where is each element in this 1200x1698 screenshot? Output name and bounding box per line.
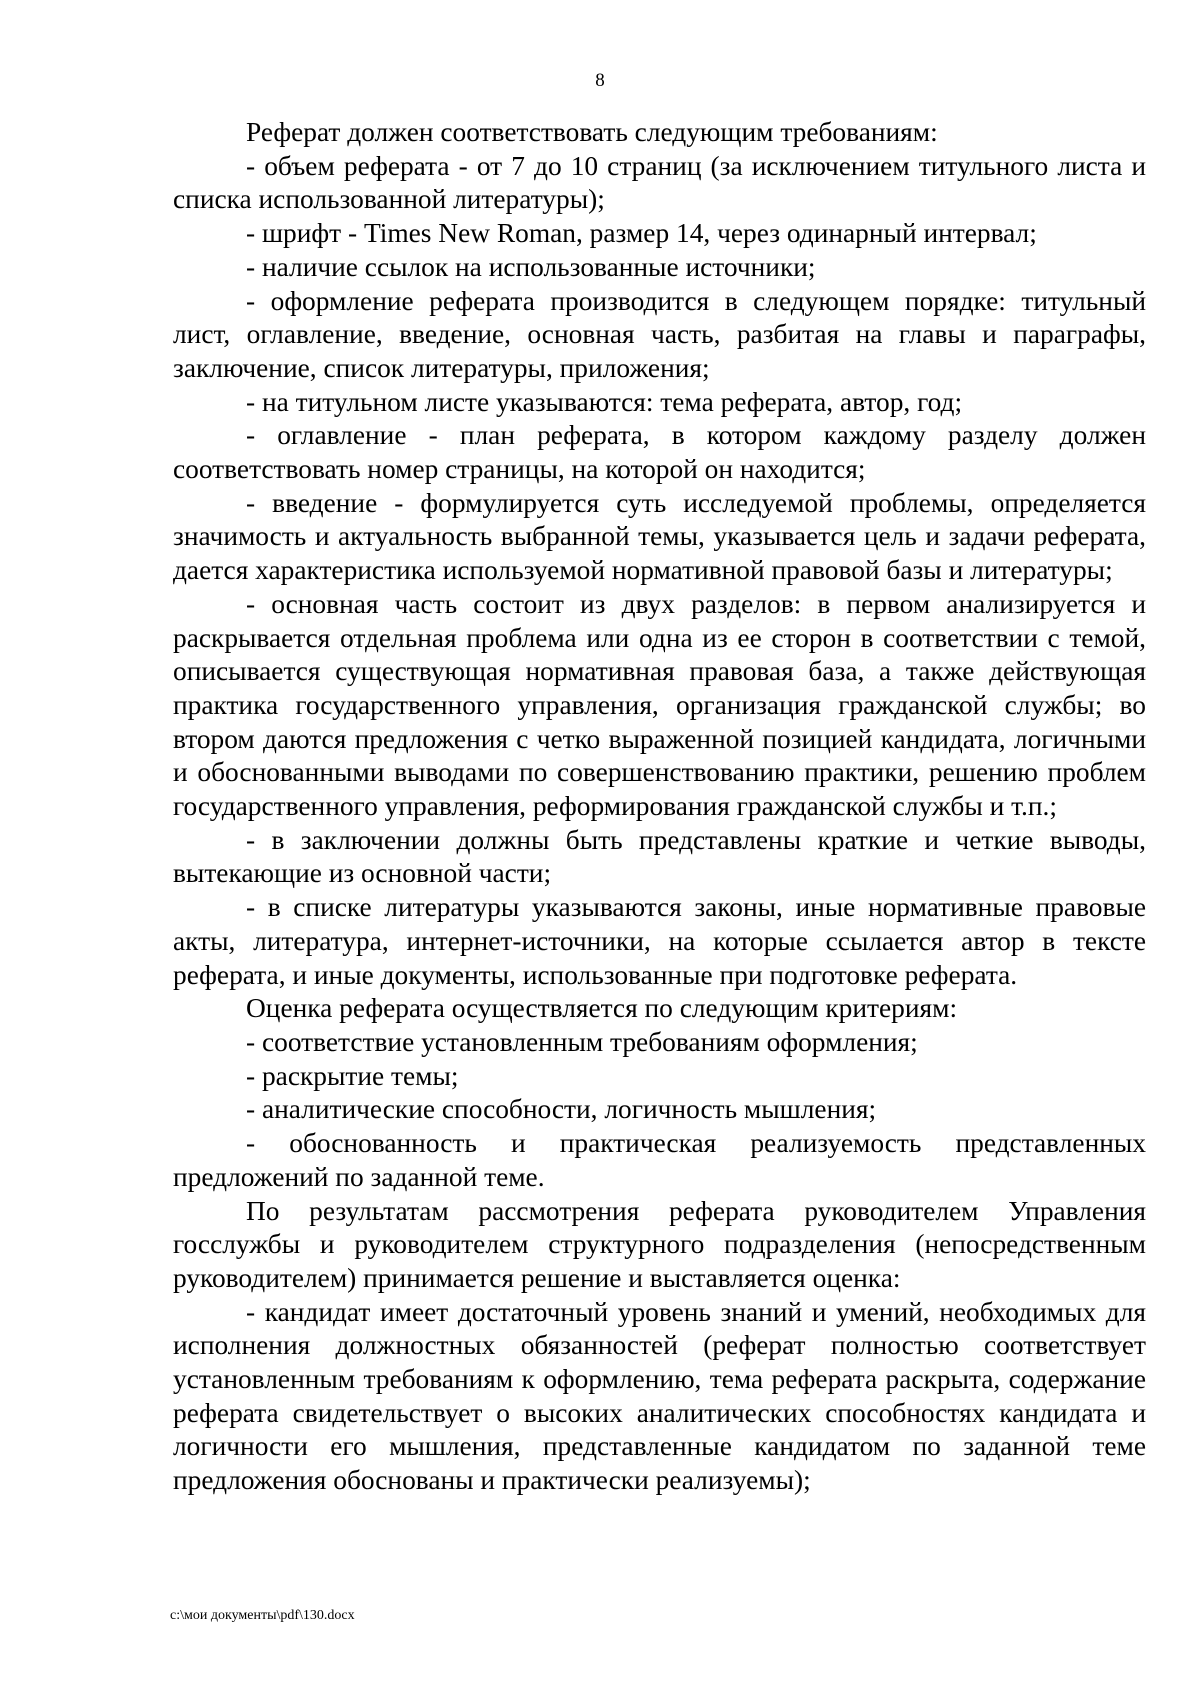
paragraph: По результатам рассмотрения реферата руководителем Управления госслужбы и руководителем структурного подразделения (непосредственным руководителем) принимается решение и выставляется оценка:: [173, 1195, 1146, 1293]
paragraph: - раскрытие темы;: [246, 1060, 459, 1091]
paragraph: - оформление реферата производится в следующем порядке: титульный лист, оглавление, введение, основная часть, разбитая на главы и параграфы, заключение, список литературы, приложения;: [173, 285, 1146, 383]
paragraph: Оценка реферата осуществляется по следующим критериям:: [246, 993, 958, 1024]
paragraph: - в списке литературы указываются законы, иные нормативные правовые акты, литература, интернет-источники, на которые ссылается автор в тексте реферата, и иные документы, использованные при подготовке реферата.: [173, 892, 1146, 990]
paragraph: - объем реферата - от 7 до 10 страниц (за исключением титульного листа и списка использованной литературы);: [173, 150, 1146, 215]
paragraph: Реферат должен соответствовать следующим требованиям:: [246, 117, 938, 147]
paragraph: - шрифт - Times New Roman, размер 14, через одинарный интервал;: [246, 218, 1037, 249]
paragraph: - оглавление - план реферата, в котором каждому разделу должен соответствовать номер страницы, на которой он находится;: [173, 420, 1146, 485]
document-body: [173, 116, 1146, 1498]
page-number: 8: [595, 70, 605, 91]
paragraph: - в заключении должны быть представлены краткие и четкие выводы, вытекающие из основной части;: [173, 824, 1146, 889]
paragraph: - на титульном листе указываются: тема реферата, автор, год;: [246, 386, 963, 417]
paragraph: - соответствие установленным требованиям оформления;: [246, 1026, 918, 1057]
paragraph: - аналитические способности, логичность мышления;: [246, 1094, 877, 1125]
paragraph: - наличие ссылок на использованные источники;: [246, 251, 816, 282]
footer-file-path: c:\мои документы\pdf\130.docx: [170, 1608, 355, 1623]
paragraph: - обоснованность и практическая реализуемость представленных предложений по заданной теме.: [173, 1128, 1146, 1192]
paragraph: - кандидат имеет достаточный уровень знаний и умений, необходимых для исполнения должностных обязанностей (реферат полностью соответствует установленным требованиям к оформлению, тема реферата раскрыта, содержание реферата свидетельствует о высоких аналитических способностях кандидата и логичности его мышления, представленные кандидатом по заданной теме предложения обоснованы и практически реализуемы);: [173, 1296, 1146, 1496]
paragraph: - введение - формулируется суть исследуемой проблемы, определяется значимость и актуальность выбранной темы, указывается цель и задачи реферата, дается характеристика используемой нормативной правовой базы и литературы;: [173, 487, 1146, 586]
paragraph: - основная часть состоит из двух разделов: в первом анализируется и раскрывается отдельная проблема или одна из ее сторон в соответствии с темой, описывается существующая нормативная правовая база, а также действующая практика государственного управления, организация гражданской службы; во втором даются предложения с четко выраженной позицией кандидата, логичными и обоснованными выводами по совершенствованию практики, решению проблем государственного управления, реформирования гражданской службы и т.п.;: [173, 588, 1146, 822]
